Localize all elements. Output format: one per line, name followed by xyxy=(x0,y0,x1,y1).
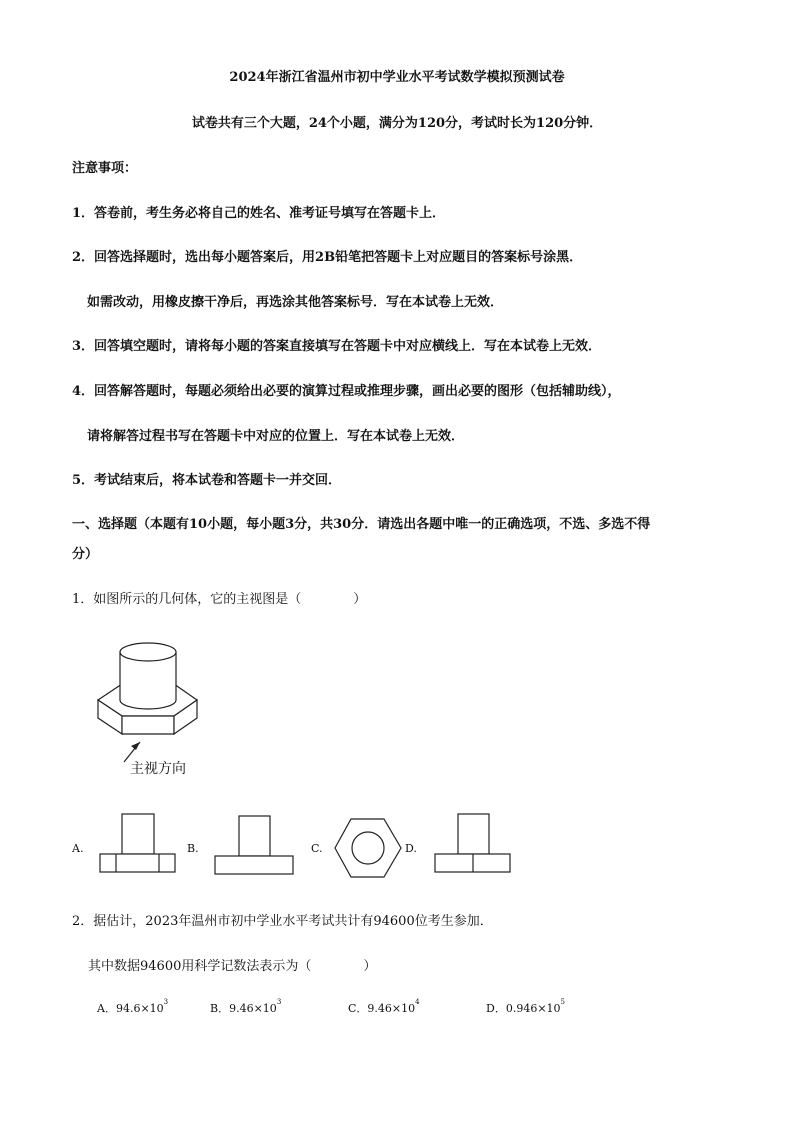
note-item-3: 3．回答填空题时，请将每小题的答案直接填写在答题卡中对应横线上．写在本试卷上无效． xyxy=(72,339,602,354)
figure-caption: 主视方向 xyxy=(130,761,186,777)
q2-option-a-exp: 3 xyxy=(163,998,169,1006)
q2-option-b xyxy=(210,1000,281,1016)
geometric-solid-figure xyxy=(90,635,210,745)
q2-option-d-exp: 5 xyxy=(560,998,566,1006)
q2-option-c xyxy=(348,1000,420,1016)
option-b-label: B. xyxy=(187,842,199,855)
page-title: 2024年浙江省温州市初中学业水平考试数学模拟预测试卷 xyxy=(229,70,565,85)
option-d-label: D. xyxy=(405,842,417,855)
q2-option-b-exp: 3 xyxy=(276,998,282,1006)
option-b-figure xyxy=(215,816,295,876)
note-item-2-cont: 如需改动，用橡皮擦干净后，再选涂其他答案标号．写在本试卷上无效． xyxy=(87,295,504,310)
q2-option-b-label: B． xyxy=(210,1002,230,1015)
q2-option-c-value: 9.46×10 xyxy=(367,1002,416,1015)
note-item-4: 4．回答解答题时，每题必须给出必要的演算过程或推理步骤，画出必要的图形（包括辅助线）， xyxy=(72,384,621,399)
q2-option-a-label: A． xyxy=(97,1002,116,1015)
q2-option-c-label: C． xyxy=(348,1002,368,1015)
q2-option-a xyxy=(97,1000,168,1016)
q2-option-c-exp: 4 xyxy=(415,998,420,1006)
question-2-stem: 2．据估计，2023年温州市初中学业水平考试共计有94600位考生参加． xyxy=(72,914,493,929)
note-item-1: 1．答卷前，考生务必将自己的姓名、准考证号填写在答题卡上． xyxy=(72,206,446,221)
option-a-label: A. xyxy=(72,842,84,855)
option-c-label: C. xyxy=(311,842,323,855)
question-1-stem: 1．如图所示的几何体，它的主视图是（ ） xyxy=(72,592,367,607)
note-item-4-cont: 请将解答过程书写在答题卡中对应的位置上．写在本试卷上无效． xyxy=(87,429,465,444)
q2-option-b-value: 9.46×10 xyxy=(229,1002,277,1015)
exam-intro: 试卷共有三个大题，24个小题，满分为120分，考试时长为120分钟． xyxy=(191,116,603,131)
option-a-figure xyxy=(100,814,176,874)
note-item-5: 5．考试结束后，将本试卷和答题卡一并交回． xyxy=(72,473,342,488)
section-heading: 一、选择题（本题有10小题，每小题3分，共30分．请选出各题中唯一的正确选项，不选、多选不得 xyxy=(72,517,651,532)
q2-option-d-label: D． xyxy=(486,1002,506,1015)
notes-heading: 注意事项： xyxy=(72,161,138,176)
q2-option-d xyxy=(486,1000,565,1016)
question-2-stem-cont: 其中数据94600用科学记数法表示为（ ） xyxy=(88,959,377,974)
option-c-figure xyxy=(334,818,404,878)
option-d-figure xyxy=(435,814,511,874)
q2-option-d-value: 0.946×10 xyxy=(505,1002,561,1015)
section-heading-cont: 分） xyxy=(72,547,99,562)
note-item-2: 2．回答选择题时，选出每小题答案后，用2B铅笔把答题卡上对应题目的答案标号涂黑． xyxy=(72,250,583,265)
q2-option-a-value: 94.6×10 xyxy=(115,1002,164,1015)
